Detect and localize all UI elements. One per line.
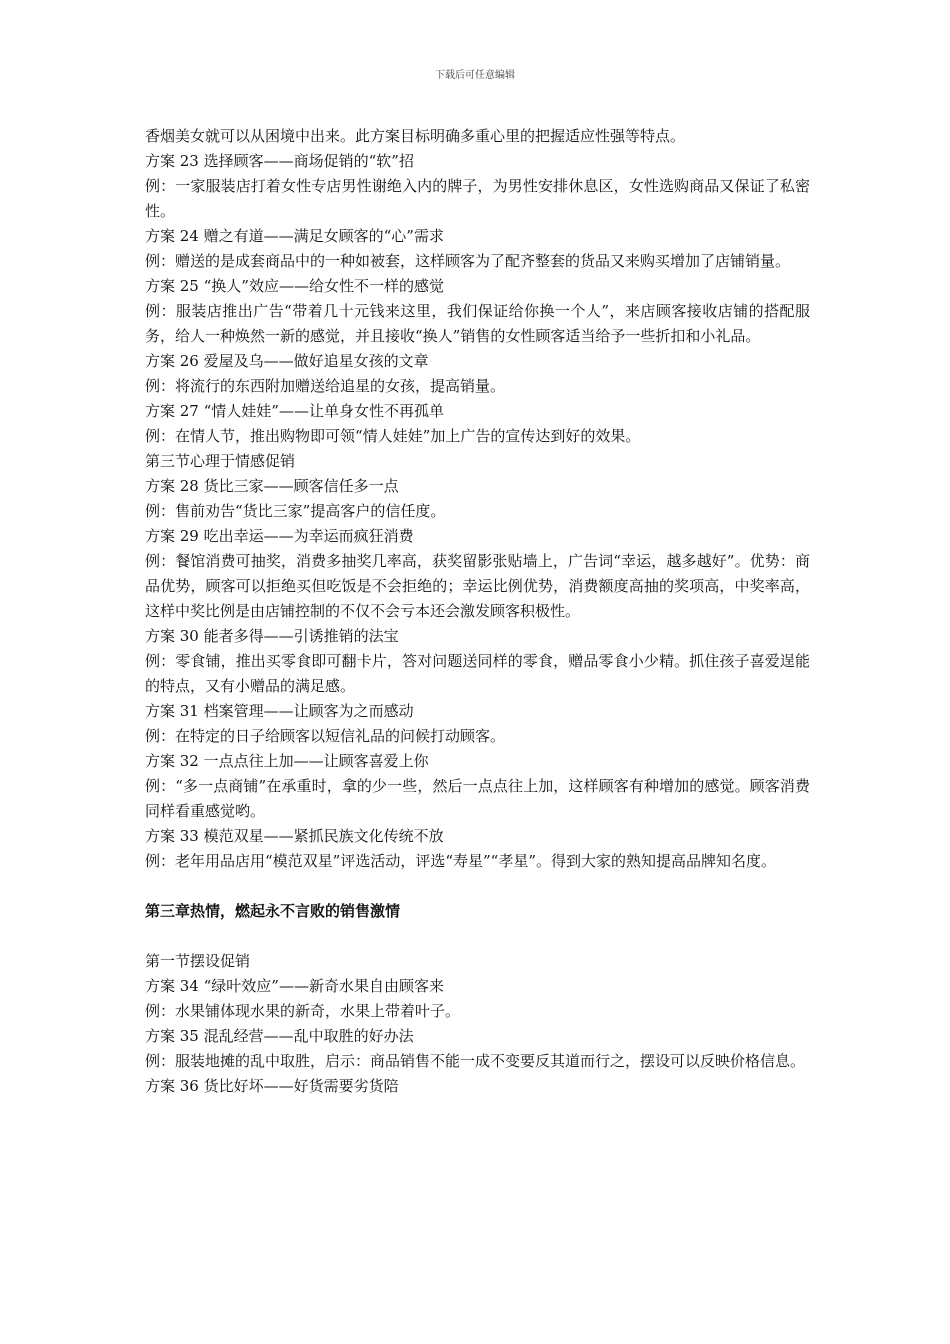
paragraph: 例：零食铺，推出买零食即可翻卡片，答对问题送同样的零食，赠品零食小少精。抓住孩子喜爱逞能的特点，又有小赠品的满足感。 [145,652,810,695]
chapter-heading: 第三章热情，燃起永不言败的销售激情 [145,902,401,920]
paragraph: 例：在特定的日子给顾客以短信礼品的问候打动顾客。 [145,727,506,745]
paragraph: 例：“多一点商铺”在承重时，拿的少一些，然后一点点往上加，这样顾客有种增加的感觉。顾客消费同样看重感觉哟。 [145,777,810,820]
paragraph: 方案 27 “情人娃娃”——让单身女性不再孤单 [145,402,444,420]
paragraph: 方案 28 货比三家——顾客信任多一点 [145,477,399,495]
paragraph: 方案 23 选择顾客——商场促销的“软”招 [145,152,414,170]
paragraph: 例：一家服装店打着女性专店男性谢绝入内的牌子，为男性安排休息区，女性选购商品又保证了私密性。 [145,177,810,220]
paragraph: 方案 26 爱屋及乌——做好追星女孩的文章 [145,352,429,370]
paragraph: 第一节摆设促销 [145,952,251,970]
document-body [145,124,810,1099]
paragraph: 方案 36 货比好坏——好货需要劣货陪 [145,1077,399,1095]
paragraph: 方案 30 能者多得——引诱推销的法宝 [145,627,399,645]
paragraph: 例：餐馆消费可抽奖，消费多抽奖几率高，获奖留影张贴墙上，广告词“幸运，越多越好”。优势：商品优势，顾客可以拒绝买但吃饭是不会拒绝的；幸运比例优势，消费额度高抽的奖项高，中奖率高，这样中奖比例是由店铺控制的不仅不会亏本还会激发顾客积极性。 [145,552,810,620]
paragraph: 方案 29 吃出幸运——为幸运而疯狂消费 [145,527,414,545]
paragraph: 方案 33 模范双星——紧抓民族文化传统不放 [145,827,444,845]
paragraph: 例：服装地摊的乱中取胜，启示：商品销售不能一成不变要反其道而行之，摆设可以反映价格信息。 [145,1052,806,1070]
paragraph: 例：水果铺体现水果的新奇，水果上带着叶子。 [145,1002,461,1020]
paragraph: 例：服装店推出广告“带着几十元钱来这里，我们保证给你换一个人”，来店顾客接收店铺的搭配服务，给人一种焕然一新的感觉，并且接收“换人”销售的女性顾客适当给予一些折扣和小礼品。 [145,302,810,345]
paragraph: 例：在情人节，推出购物即可领“情人娃娃”加上广告的宣传达到好的效果。 [145,427,641,445]
paragraph: 例：赠送的是成套商品中的一种如被套，这样顾客为了配齐整套的货品又来购买增加了店铺销量。 [145,252,791,270]
paragraph: 方案 35 混乱经营——乱中取胜的好办法 [145,1027,414,1045]
paragraph: 香烟美女就可以从困境中出来。此方案目标明确多重心里的把握适应性强等特点。 [145,127,686,145]
page-header: 下载后可任意编辑 [435,70,515,81]
paragraph: 方案 34 “绿叶效应”——新奇水果自由顾客来 [145,977,444,995]
paragraph: 例：将流行的东西附加赠送给追星的女孩，提高销量。 [145,377,506,395]
paragraph: 第三节心理于情感促销 [145,452,296,470]
section-block-1 [145,124,810,874]
paragraph: 方案 31 档案管理——让顾客为之而感动 [145,702,414,720]
paragraph: 方案 32 一点点往上加——让顾客喜爱上你 [145,752,429,770]
section-block-2 [145,949,810,1099]
paragraph: 例：老年用品店用“模范双星”评选活动，评选“寿星”“孝星”。得到大家的熟知提高品牌知名度。 [145,852,777,870]
paragraph: 方案 24 赠之有道——满足女顾客的“心”需求 [145,227,444,245]
paragraph: 例：售前劝告“货比三家”提高客户的信任度。 [145,502,446,520]
paragraph: 方案 25 “换人”效应——给女性不一样的感觉 [145,277,444,295]
